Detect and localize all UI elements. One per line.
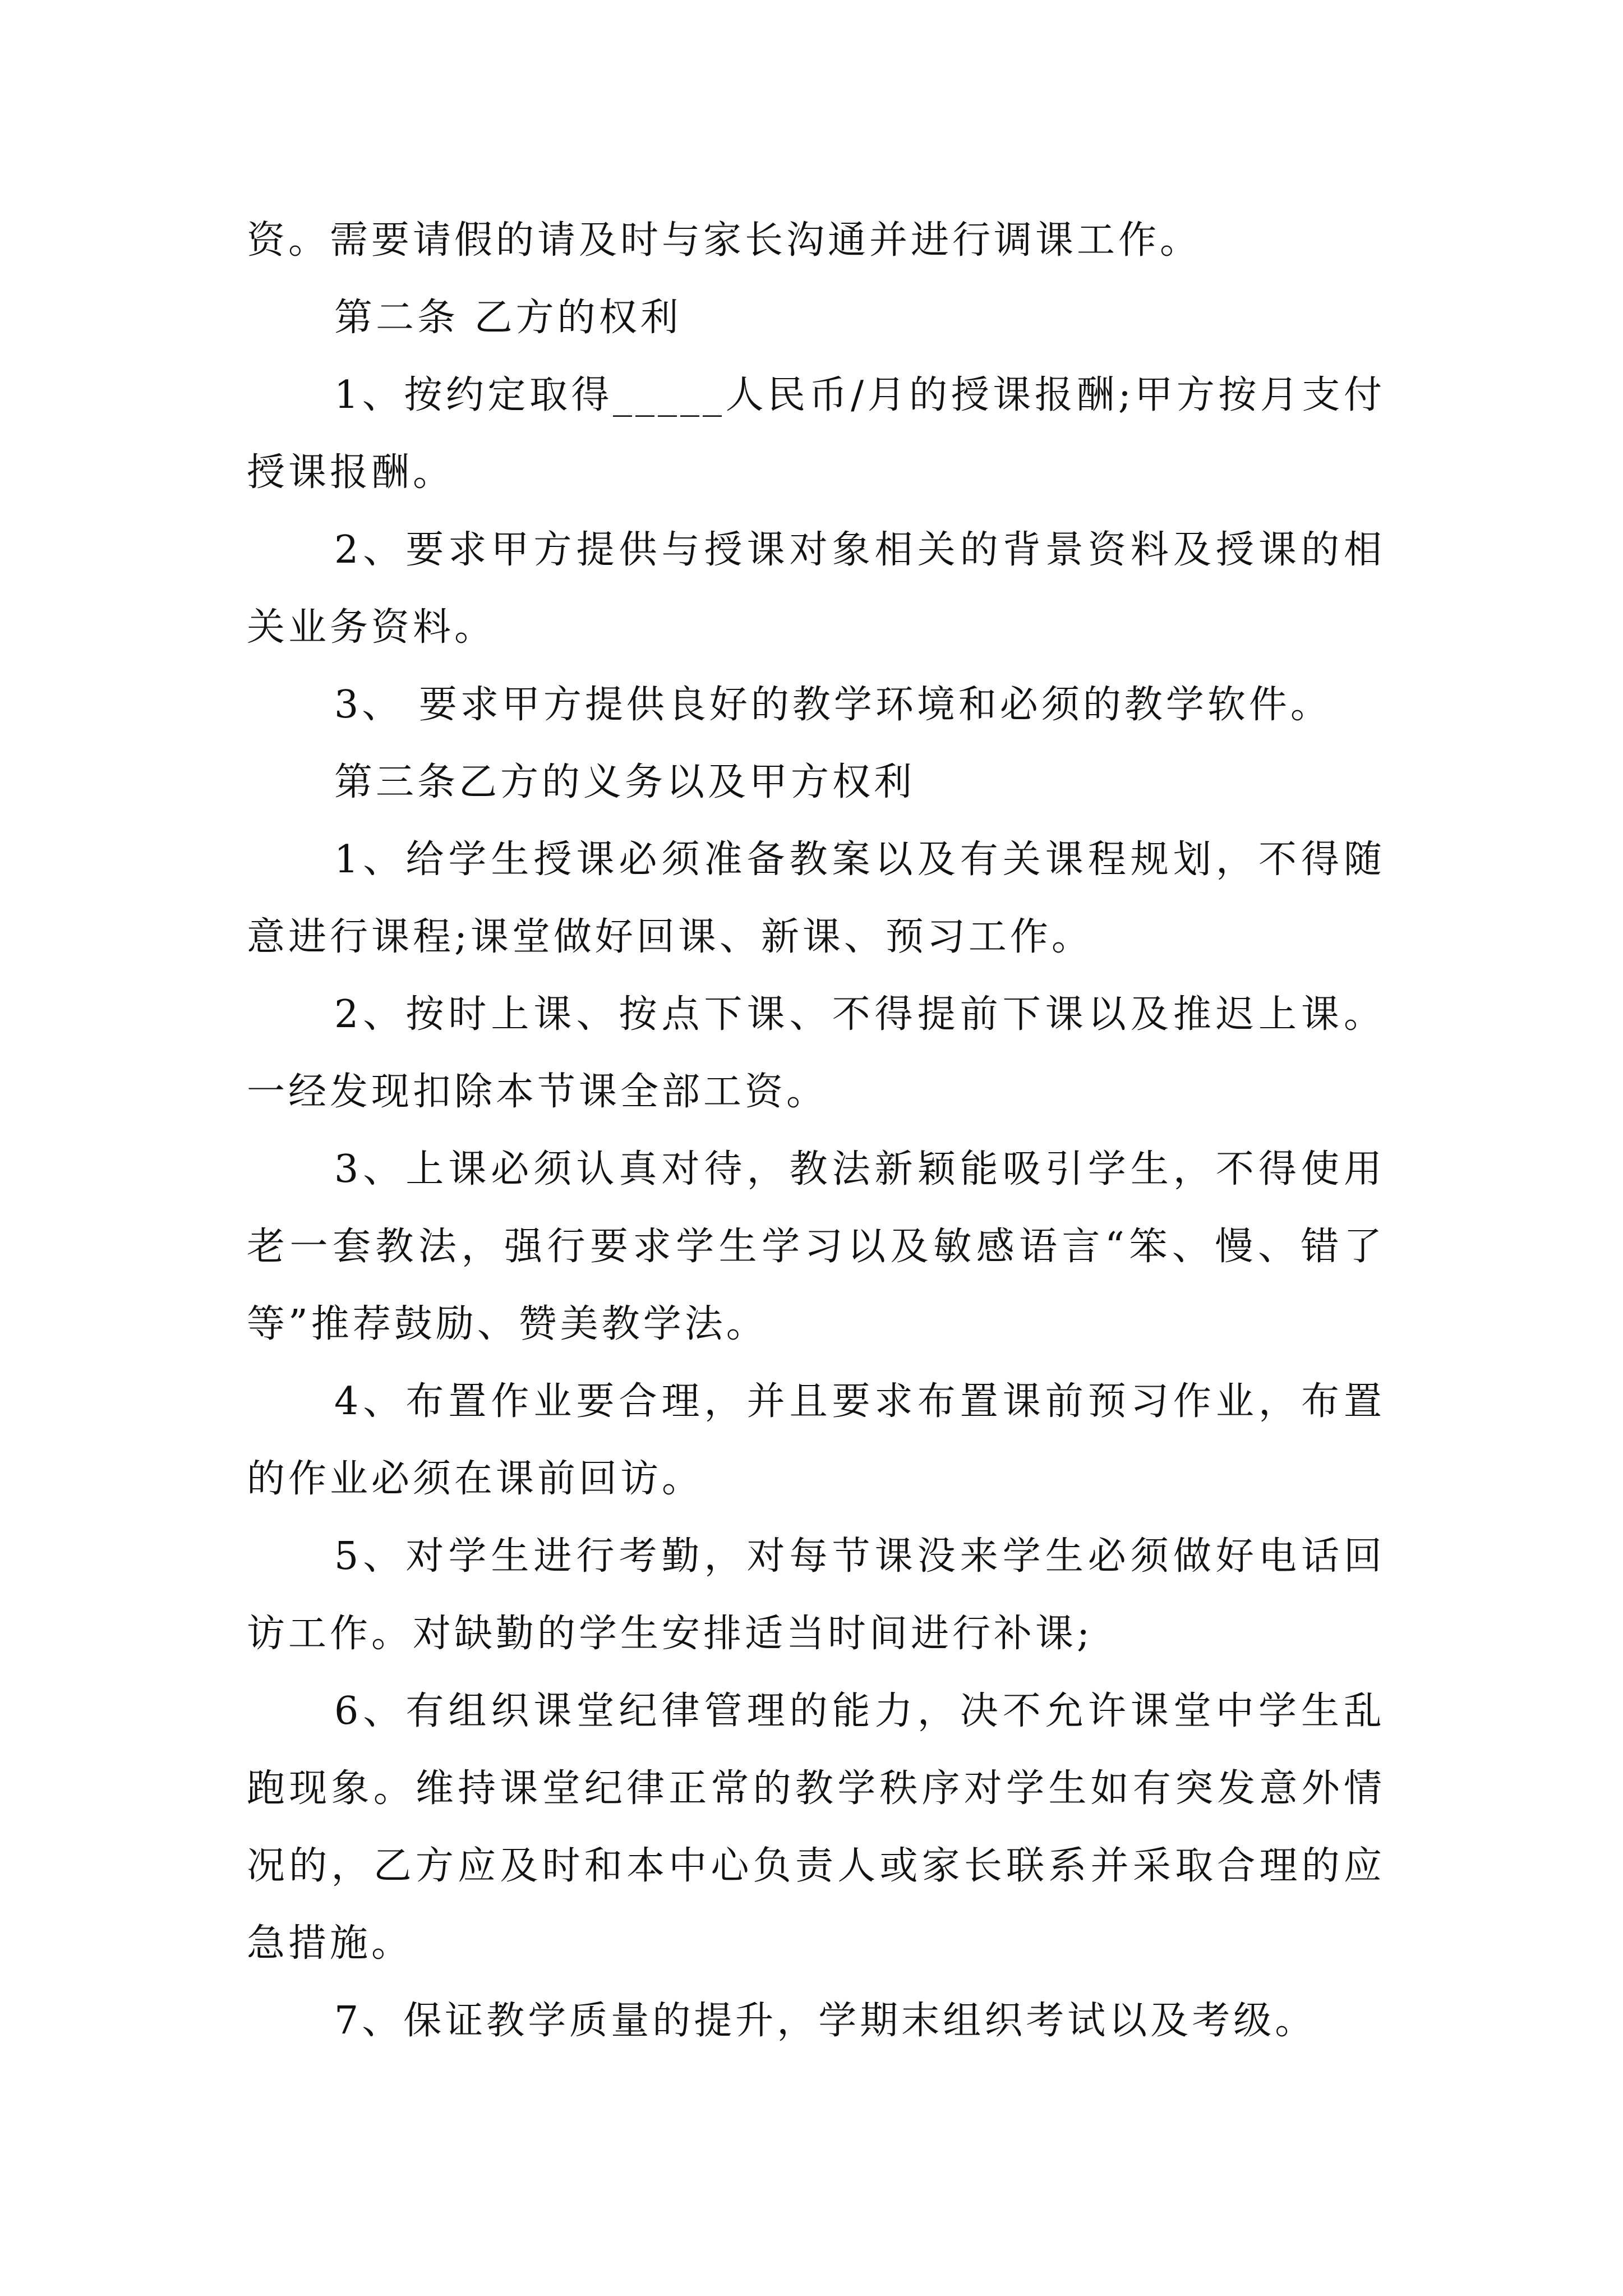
clause-3-2: 2、按时上课、按点下课、不得提前下课以及推迟上课。一经发现扣除本节课全部工资。: [247, 992, 1385, 1114]
clause-2-2: 2、要求甲方提供与授课对象相关的背景资料及授课的相关业务资料。: [247, 528, 1385, 650]
clause-3-1: 1、给学生授课必须准备教案以及有关课程规划，不得随意进行课程;课堂做好回课、新课、预习工作。: [247, 838, 1385, 959]
section-heading-article-2: 第二条 乙方的权利: [334, 296, 682, 340]
clause-3-7: 7、保证教学质量的提升，学期末组织考试以及考级。: [334, 1999, 1317, 2043]
clause-3-5: 5、对学生进行考勤，对每节课没来学生必须做好电话回访工作。对缺勤的学生安排适当时间进行补课;: [247, 1534, 1385, 1656]
clause-2-3: 3、 要求甲方提供良好的教学环境和必须的教学软件。: [334, 683, 1332, 727]
clause-3-6: 6、有组织课堂纪律管理的能力，决不允许课堂中学生乱跑现象。维持课堂纪律正常的教学秩序对学生如有突发意外情况的，乙方应及时和本中心负责人或家长联系并采取合理的应急措施。: [247, 1689, 1385, 1966]
clause-2-1: 1、按约定取得_____人民币/月的授课报酬;甲方按月支付授课报酬。: [247, 373, 1385, 495]
paragraph-continuation: 资。需要请假的请及时与家长沟通并进行调课工作。: [247, 218, 1202, 263]
document-body: [247, 202, 1385, 2060]
section-heading-article-3: 第三条乙方的义务以及甲方权利: [334, 760, 916, 804]
clause-3-3: 3、上课必须认真对待，教法新颖能吸引学生，不得使用老一套教法，强行要求学生学习以及敏感语言“笨、慢、错了等”推荐鼓励、赞美教学法。: [247, 1147, 1386, 1346]
clause-3-4: 4、布置作业要合理，并且要求布置课前预习作业，布置的作业必须在课前回访。: [247, 1379, 1385, 1501]
